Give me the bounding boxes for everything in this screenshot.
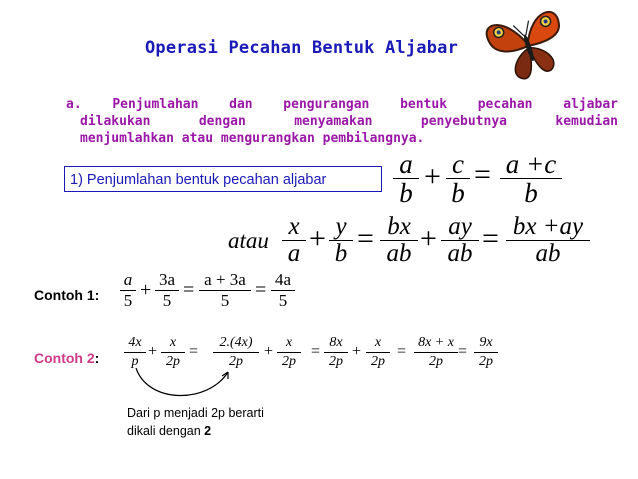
denominator: 2p [229, 354, 243, 369]
numerator: a [123, 270, 133, 289]
plus-sign: + [264, 343, 274, 360]
fraction [500, 150, 562, 207]
equals-sign: = [189, 343, 199, 360]
note-text: dikali dengan [127, 424, 205, 438]
fraction [380, 214, 418, 267]
denominator: 2p [371, 354, 385, 369]
example-2-label [34, 350, 99, 366]
page-title: Operasi Pecahan Bentuk Aljabar [145, 38, 459, 58]
fraction [366, 334, 390, 371]
numerator: x [288, 213, 300, 240]
fraction [324, 334, 348, 371]
denominator: 5 [162, 291, 172, 310]
denominator: 2p [166, 354, 180, 369]
equals-sign: = [183, 279, 195, 301]
denominator: b [524, 178, 538, 208]
denominator: 2p [282, 354, 296, 369]
fraction [271, 270, 295, 311]
plus-sign: + [140, 279, 152, 301]
fraction [120, 270, 136, 311]
example-2-label-colon: : [94, 350, 100, 366]
denominator: 5 [123, 291, 133, 310]
denominator: b [399, 178, 413, 208]
example-2-label-text: Contoh 2 [34, 350, 95, 366]
plus-sign: + [424, 160, 441, 193]
denominator: 2p [429, 354, 443, 369]
numerator: 9x [479, 335, 493, 350]
fraction [329, 214, 353, 267]
fraction [441, 214, 479, 267]
curved-arrow-icon [128, 364, 238, 406]
denominator: 5 [220, 291, 230, 310]
denominator: p [131, 354, 139, 369]
numerator: 8x + x [418, 335, 454, 350]
numerator: a [399, 149, 413, 179]
intro-paragraph [66, 96, 618, 147]
paragraph-line: a. Penjumlahan dan pengurangan bentuk pecahan aljabar [66, 97, 618, 112]
denominator: ab [447, 240, 473, 267]
note-line: Dari p menjadi 2p berarti [127, 406, 264, 420]
fraction [155, 270, 179, 311]
denominator: 2p [479, 354, 493, 369]
numerator: bx +ay [512, 213, 584, 240]
example-1-label: Contoh 1: [34, 287, 100, 303]
denominator: ab [386, 240, 412, 267]
numerator: a + 3a [204, 270, 246, 289]
fraction [277, 334, 301, 371]
numerator: 4a [274, 270, 292, 289]
denominator: b [451, 178, 465, 208]
denominator: b [334, 240, 348, 267]
denominator: a [287, 240, 301, 267]
explanation-note [127, 404, 264, 440]
fraction [414, 334, 458, 371]
denominator: ab [535, 240, 561, 267]
numerator: 2.(4x) [219, 335, 253, 350]
equals-sign: = [474, 158, 491, 191]
plus-sign: + [309, 222, 326, 255]
plus-sign: + [420, 222, 437, 255]
note-line [127, 422, 264, 440]
fraction [393, 150, 419, 207]
paragraph-line: dilakukan dengan menyamakan penyebutnya kemudian [80, 114, 618, 129]
equals-sign: = [482, 222, 499, 255]
fraction [199, 270, 251, 311]
numerator: 8x [329, 335, 343, 350]
denominator: 5 [278, 291, 288, 310]
equals-sign: = [458, 343, 468, 360]
numerator: ay [448, 213, 472, 240]
plus-sign: + [352, 343, 362, 360]
fraction [282, 214, 306, 267]
numerator: x [374, 335, 382, 350]
equals-sign: = [311, 343, 321, 360]
section-label-box: 1) Penjumlahan bentuk pecahan aljabar [64, 166, 382, 192]
equals-sign: = [397, 343, 407, 360]
butterfly-icon [484, 4, 572, 86]
fraction [474, 334, 498, 371]
atau-text: atau [228, 228, 269, 253]
numerator: c [452, 149, 464, 179]
numerator: bx [387, 213, 411, 240]
paragraph-line: menjumlahkan atau mengurangkan pembilangnya. [80, 131, 425, 146]
numerator: 4x [128, 335, 142, 350]
equals-sign: = [357, 222, 374, 255]
fraction [506, 214, 590, 267]
fraction [446, 150, 470, 207]
equals-sign: = [255, 279, 267, 301]
numerator: x [169, 335, 177, 350]
numerator: 3a [158, 270, 176, 289]
note-bold-value: 2 [204, 424, 212, 438]
numerator: x [285, 335, 293, 350]
denominator: 2p [329, 354, 343, 369]
numerator: a +c [505, 149, 557, 179]
numerator: y [335, 213, 347, 240]
plus-sign: + [148, 343, 158, 360]
